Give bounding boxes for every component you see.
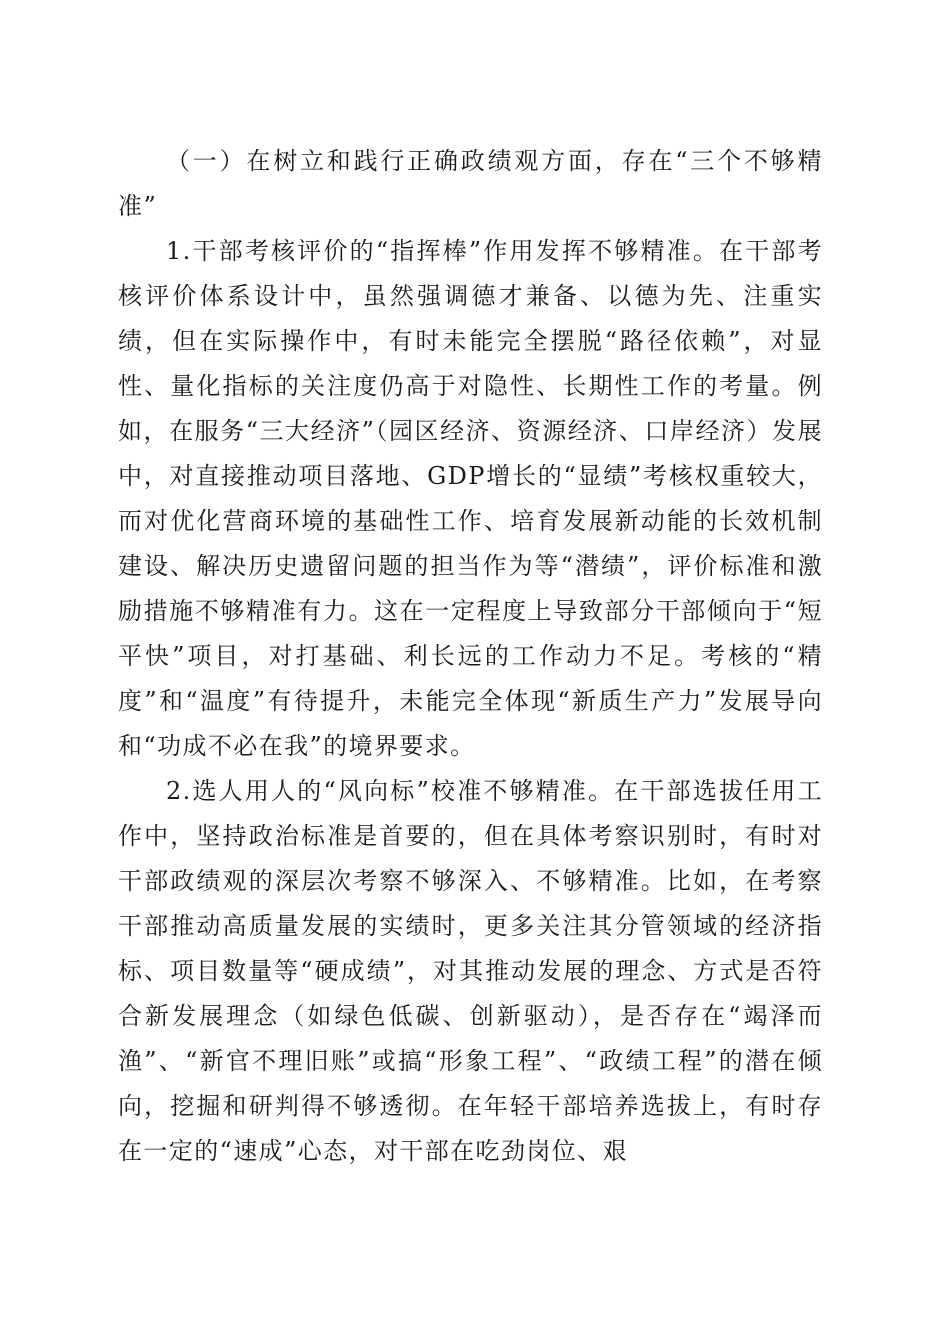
paragraph-1: 1.干部考核评价的“指挥棒”作用发挥不够精准。在干部考核评价体系设计中，虽然强调德才兼备、以德为先、注重实绩，但在实际操作中，有时未能完全摆脱“路径依赖”，对显性、量化指标的关注度仍高于对隐性、长期性工作的考量。例如，在服务“三大经济”（园区经济、资源经济、口岸经济）发展中，对直接推动项目落地、GDP增长的“显绩”考核权重较大，而对优化营商环境的基础性工作、培育发展新动能的长效机制建设、解决历史遗留问题的担当作为等“潜绩”，评价标准和激励措施不够精准有力。这在一定程度上导致部分干部倾向于“短平快”项目，对打基础、利长远的工作动力不足。考核的“精度”和“温度”有待提升，未能完全体现“新质生产力”发展导向和“功成不必在我”的境界要求。 — [118, 237, 823, 760]
paragraph-2: 2.选人用人的“风向标”校准不够精准。在干部选拔任用工作中，坚持政治标准是首要的，但在具体考察识别时，有时对干部政绩观的深层次考察不够深入、不够精准。比如，在考察干部推动高质量发展的实绩时，更多关注其分管领域的经济指标、项目数量等“硬成绩”，对其推动发展的理念、方式是否符合新发展理念（如绿色低碳、创新驱动），是否存在“竭泽而渔”、“新官不理旧账”或搞“形象工程”、“政绩工程”的潜在倾向，挖掘和研判得不够透彻。在年轻干部培养选拔上，有时存在一定的“速成”心态，对干部在吃劲岗位、艰 — [118, 777, 823, 1165]
document-page — [118, 139, 823, 1174]
section-heading: （一）在树立和践行正确政绩观方面，存在“三个不够精准” — [118, 147, 823, 220]
